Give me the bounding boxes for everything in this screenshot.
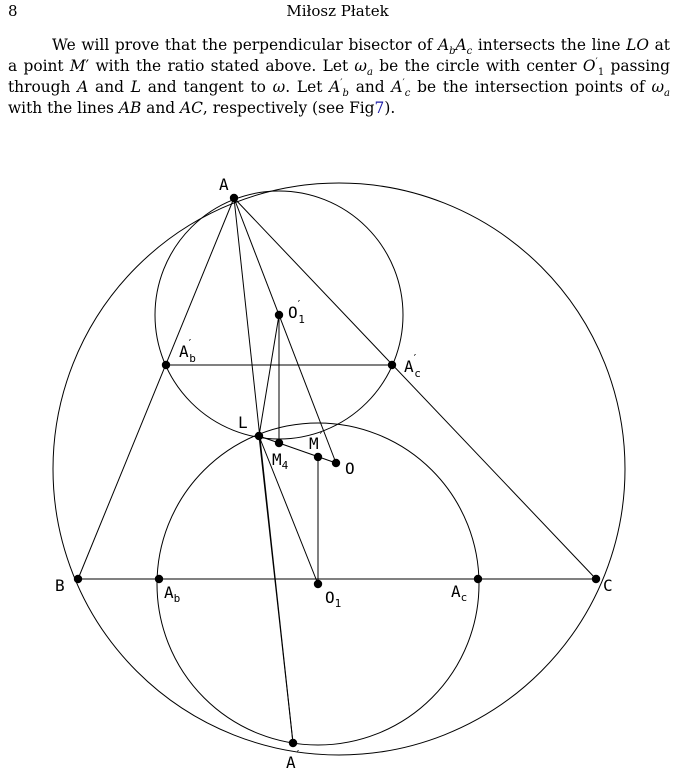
point-Mprime [314, 453, 322, 461]
point-A [230, 194, 238, 202]
figure-reference-link[interactable]: 7 [374, 99, 385, 117]
label-Ac: $A_c$ [451, 582, 468, 604]
label-L: L [238, 413, 248, 432]
point-Aprime [289, 739, 297, 747]
label-O1prime: O′ 1 [288, 298, 305, 326]
segment-A-O [234, 198, 336, 463]
point-B [74, 575, 82, 583]
label-Acprime: A′ c [404, 352, 421, 380]
point-O1prime [275, 311, 283, 319]
label-Abprime: A′ b [179, 337, 196, 365]
point-O1 [314, 580, 322, 588]
label-O1: $O_1$ [325, 588, 342, 610]
segment-L-O [259, 436, 336, 463]
label-Ab: $A_b$ [164, 583, 181, 605]
label-Aprime: A′ [286, 748, 302, 772]
label-C: C [603, 576, 613, 595]
segment-L-O1prime [259, 315, 279, 436]
page-number: 8 [8, 2, 18, 20]
label-A: A [219, 175, 229, 194]
point-M4 [275, 439, 283, 447]
segment-AC [234, 198, 596, 579]
point-O [332, 459, 340, 467]
label-Mprime: M′ [309, 430, 325, 453]
label-M4: $M_4$ [272, 450, 289, 472]
point-Acprime [388, 361, 396, 369]
point-L [255, 432, 263, 440]
segment-AB [78, 198, 234, 579]
point-C [592, 575, 600, 583]
point-Abprime [162, 361, 170, 369]
label-B: B [55, 576, 65, 595]
label-O: O [345, 459, 355, 478]
point-Ac [474, 575, 482, 583]
circumcircle-omega [53, 183, 625, 755]
paragraph-text: We will prove that the perpendicular bisector of $A_bA_c$ intersects the line LO at a point M′ with the ratio stated above. Let $\omega_a$ be the circle with center $O'_1$ passing through A and L and tangent to ω. Let $A'_b$ and $A'_c$ be the intersection points of $\omega_a$ with the lines AB and AC, respectively (see Fig7). [8, 36, 670, 117]
segment-L-Aprime [259, 436, 293, 743]
running-title: Miłosz Płatek [286, 2, 389, 20]
point-Ab [155, 575, 163, 583]
